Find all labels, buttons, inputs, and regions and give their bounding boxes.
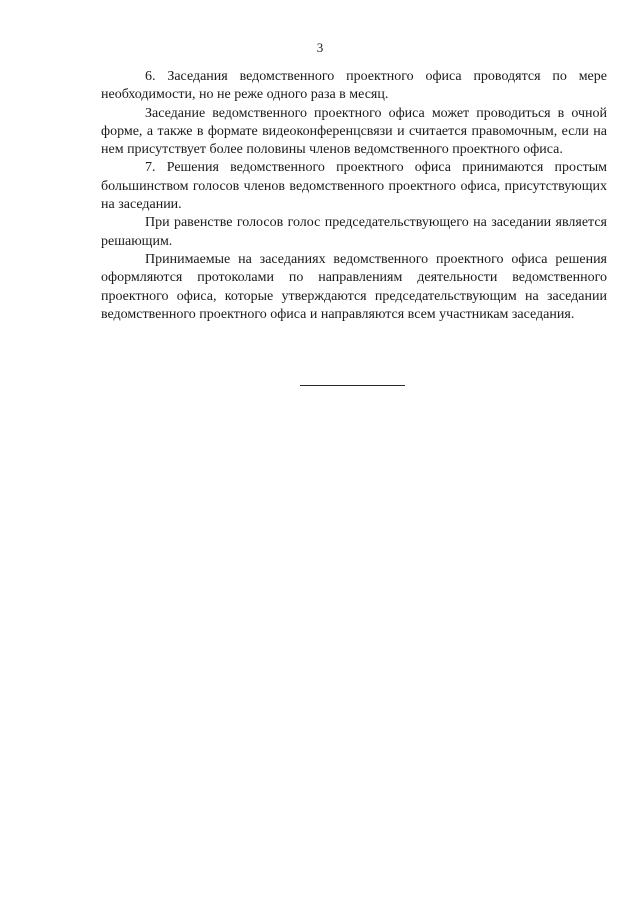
paragraph-tie-vote: При равенстве голосов голос председательствующего на заседании является решающим. — [101, 215, 607, 249]
paragraph-item-7: 7. Решения ведомственного проектного офиса принимаются простым большинством голосов членов ведомственного проектного офиса, присутствующих на заседании. — [101, 160, 607, 213]
page-number: 3 — [316, 40, 324, 55]
paragraph-meeting-format: Заседание ведомственного проектного офиса может проводиться в очной форме, а также в формате видеоконференцсвязи и считается правомочным, если на нем присутствует более половины членов ведомственного проектного офиса. — [101, 105, 607, 158]
paragraph-decisions-protocols: Принимаемые на заседаниях ведомственного проектного офиса решения оформляются протоколами по направлениям деятельности ведомственного проектного офиса, которые утверждаются председательствующим на заседании ведомственного проектного офиса и направляются всем участникам заседания. — [101, 251, 607, 322]
paragraph-item-6: 6. Заседания ведомственного проектного офиса проводятся по мере необходимости, но не реже одного раза в месяц. — [101, 69, 607, 103]
end-of-text-divider — [300, 385, 405, 386]
document-body — [101, 68, 607, 324]
